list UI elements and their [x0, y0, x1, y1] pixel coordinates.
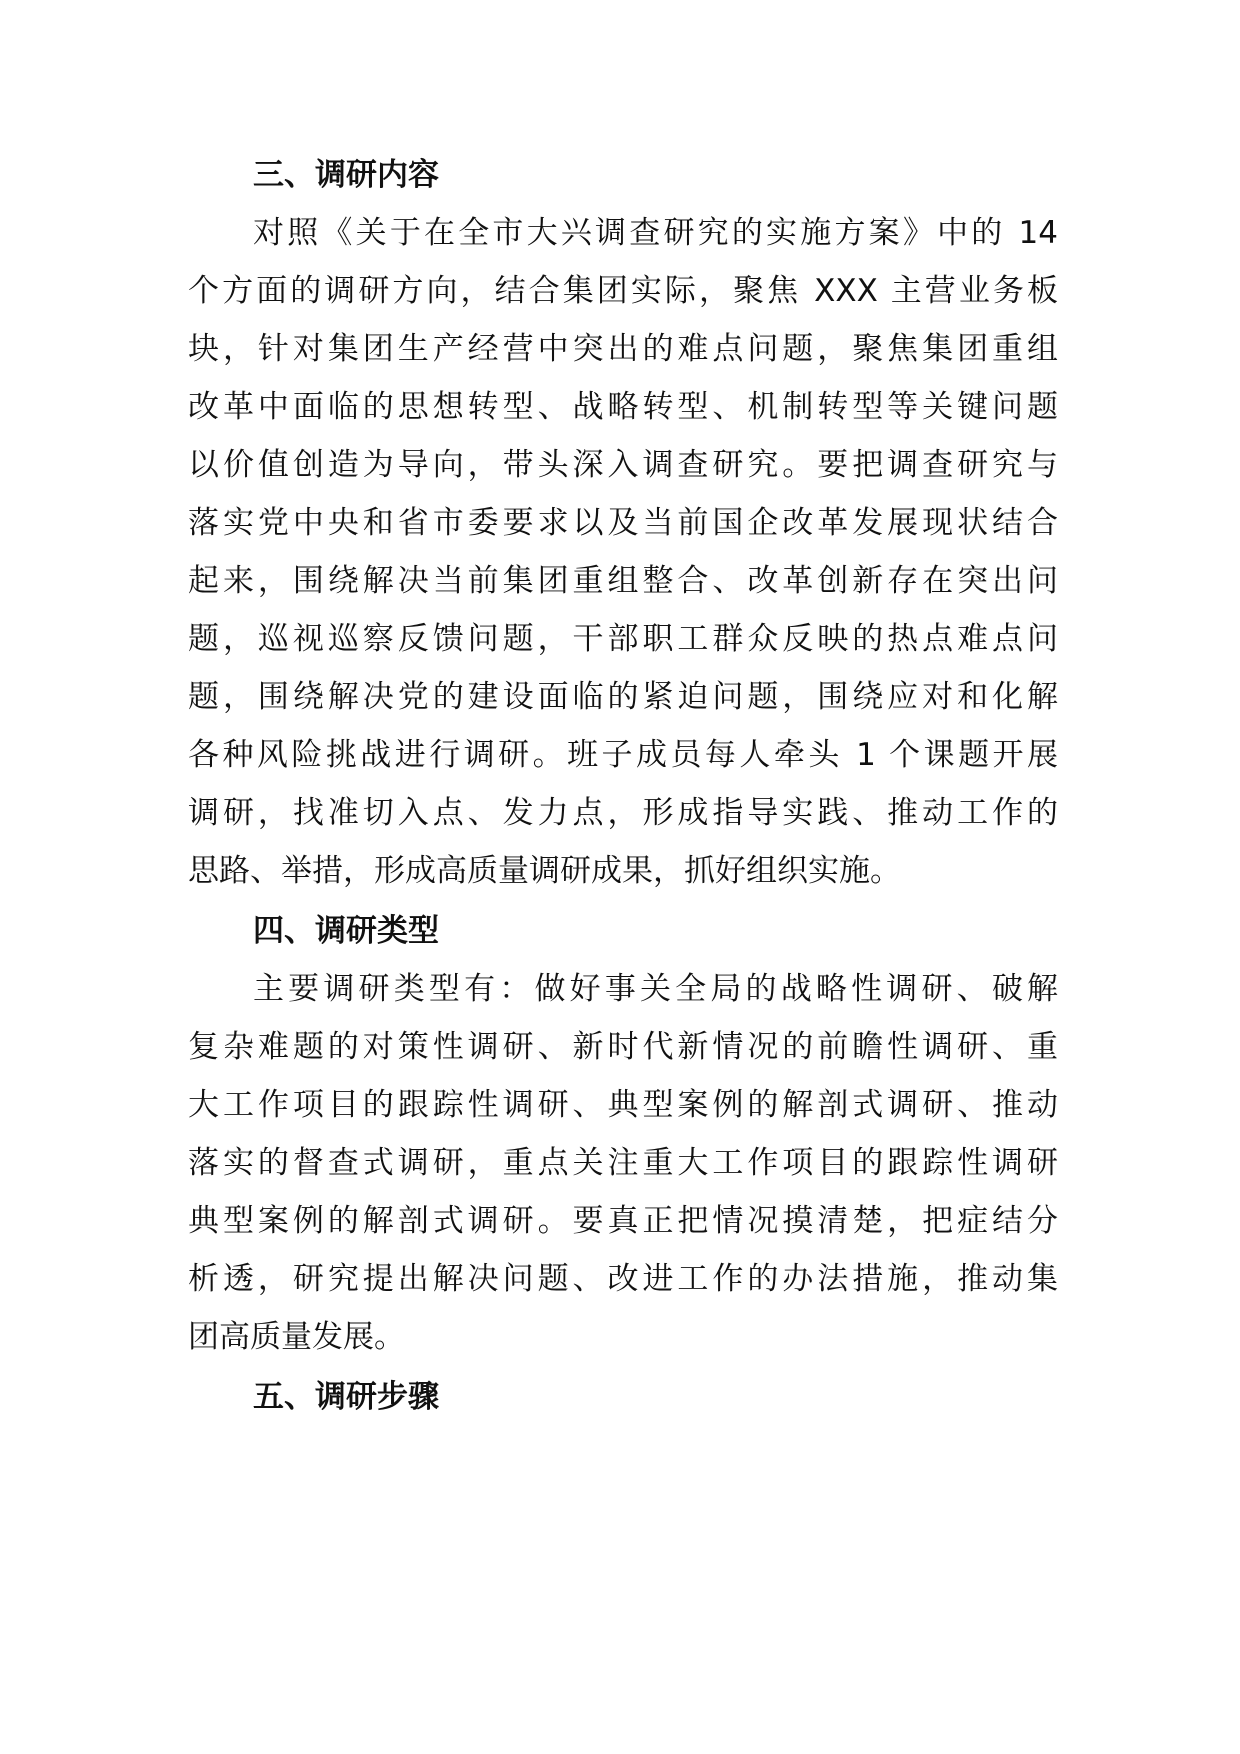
paragraph-line: 落实的督查式调研，重点关注重大工作项目的跟踪性调研: [188, 1145, 1058, 1181]
paragraph-line: 大工作项目的跟踪性调研、典型案例的解剖式调研、推动: [188, 1087, 1058, 1123]
section-heading-research-content: 三、调研内容: [253, 157, 439, 193]
paragraph-line: 典型案例的解剖式调研。要真正把情况摸清楚，把症结分: [188, 1203, 1058, 1239]
paragraph-line: 以价值创造为导向，带头深入调查研究。要把调查研究与: [188, 447, 1058, 483]
paragraph-line: 改革中面临的思想转型、战略转型、机制转型等关键问题: [188, 389, 1058, 425]
paragraph-line: 个方面的调研方向，结合集团实际，聚焦 XXX 主营业务板: [188, 273, 1058, 309]
paragraph-line: 调研，找准切入点、发力点，形成指导实践、推动工作的: [188, 795, 1058, 831]
section-heading-research-types: 四、调研类型: [253, 913, 439, 949]
paragraph-line: 题，围绕解决党的建设面临的紧迫问题，围绕应对和化解: [188, 679, 1058, 715]
paragraph-line: 题，巡视巡察反馈问题，干部职工群众反映的热点难点问: [188, 621, 1058, 657]
paragraph-line: 主要调研类型有：做好事关全局的战略性调研、破解: [253, 971, 1058, 1007]
paragraph-line: 思路、举措，形成高质量调研成果，抓好组织实施。: [188, 853, 901, 889]
paragraph-line: 对照《关于在全市大兴调查研究的实施方案》中的 14: [253, 215, 1058, 251]
paragraph-line: 起来，围绕解决当前集团重组整合、改革创新存在突出问: [188, 563, 1058, 599]
paragraph-line: 各种风险挑战进行调研。班子成员每人牵头 1 个课题开展: [188, 737, 1058, 773]
paragraph-line: 块，针对集团生产经营中突出的难点问题，聚焦集团重组: [188, 331, 1058, 367]
paragraph-line: 复杂难题的对策性调研、新时代新情况的前瞻性调研、重: [188, 1029, 1058, 1065]
paragraph-line: 落实党中央和省市委要求以及当前国企改革发展现状结合: [188, 505, 1058, 541]
paragraph-line: 团高质量发展。: [188, 1319, 405, 1355]
paragraph-line: 析透，研究提出解决问题、改进工作的办法措施，推动集: [188, 1261, 1058, 1297]
section-heading-research-steps: 五、调研步骤: [253, 1379, 439, 1415]
